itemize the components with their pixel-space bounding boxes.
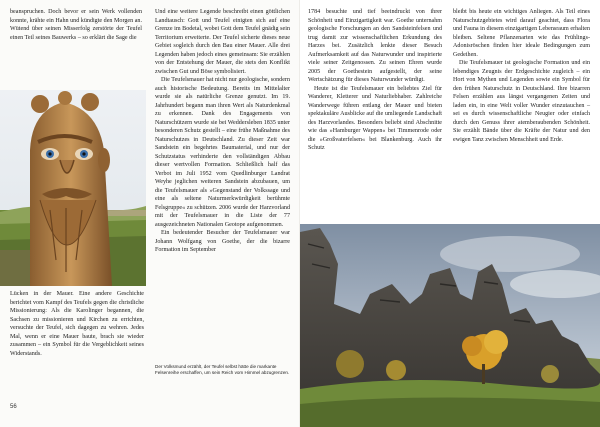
page-number: 56: [10, 404, 17, 410]
paragraph: 1784 besuchte und tief beeindruckt von ihrer Schönheit und Einzigartigkeit war. Goethe unternahm geologische Forschungen an den Sandsteinfelsen und trug damit zur wissenschaftlichen Erkundung des Harzes bei. Zusätzlich lenkte dieser Besuch Aufmerksamkeit auf das Naturwunder und inspirierte viele seiner Zeitgenossen. Zu seinen Ehren wurde 2005 der Goethestein aufgestellt, der seine Wertschätzung für dieses Naturwunder würdigt.: [308, 9, 442, 83]
column-1-bottom: [10, 290, 144, 358]
paragraph: Heute ist die Teufelsmauer ein beliebtes Ziel für Wanderer, Kletterer und Naturliebhaber. Zahlreiche Wanderwege führen entlang der Mauer und bieten spektakuläre Ausblicke auf die umliegende Landschaft des Harzvorlandes. Besonders beliebt sind Abschnitte wie das »Hamburger Wappen« bei Timmenrode oder die »Großvaterfelsen« bei Blankenburg. Auch ihr Schutz: [308, 85, 442, 151]
devil-statue-photo: [0, 90, 146, 286]
paragraph: Ein bedeutender Besucher der Teufelsmauer war Johann Wolfgang von Goethe, der die bizarre Formation im September: [155, 230, 290, 253]
paragraph: Die Teufelsmauer hat nicht nur geologische, sondern auch historische Bedeutung. Bereits im Mittelalter wurde sie als natürliche Grenze genutzt. Im 19. Jahrhundert begann man ihren Wert als Naturdenkmal zu erkennen. Dank des Engagements von Naturschützern wurde sie bei Weddersleben 1835 unter besonderen Schutz gestellt – eine frühe Maßnahme des Naturschutzes in Deutschland. Zu dieser Zeit war Sandstein ein begehrtes Baumaterial, und nur der Schutzstatus verhinderte den vollständigen Abbau dieser wertvollen Formation. Schließlich half das Verbot im Juli 1952 vom Quedlinburger Landrat Weyhe jeglichen weiteren Sandstein abzubauen, um die Teufelsmauer als »Gegenstand der Volkssage und eine als seltene Naturmerkwürdigkeit berühmte Felsgruppe« zu schützen. 2006 wurde der Harzvorland mit der Teufelsmauer in die Liste der 77 ausgezeichneten Nationalen Geotope aufgenommen.: [155, 77, 290, 228]
devil-statue-image: [0, 90, 146, 286]
teufelsmauer-photo: [300, 224, 600, 427]
rock-formation-image: [300, 224, 600, 427]
column-3: [308, 8, 442, 153]
paragraph: beanspruchen. Doch bevor er sein Werk vollenden konnte, krähte ein Hahn und kündigte den Morgen an. Wütend über seinen Misserfolg zerstörte der Teufel einen Teil seines Bauwerks – so erklärt die Sage die: [10, 9, 142, 41]
paragraph: Und eine weitere Legende beschreibt einen göttlichen Landtausch: Gott und Teufel einigten sich auf eine Grenze im Bodetal, wobei Gott dem Teufel gnädig sein Territorium erweiterte. Der Teufel sicherte dieses neue Gebiet sogleich durch den Bau einer Mauer. Alle drei Legenden haben jedoch eines gemeinsam: Sie erzählen von der Entstehung der Mauer, die stets den Konflikt zwischen Gut und Böse symbolisiert.: [155, 9, 290, 75]
column-2: [155, 8, 290, 255]
right-page: [300, 0, 600, 427]
column-1-top: [10, 8, 142, 42]
paragraph: bleibt bis heute ein wichtiges Anliegen. Als Teil eines Naturschutzgebietes wird darauf geachtet, dass Flora und Fauna in diesem einzigartigen Lebensraum erhalten bleiben. Seltene Pflanzenarten wie das Frühlings-Adonisröschen finden hier ideale Bedingungen zum Gedeihen.: [453, 9, 590, 58]
paragraph: Lücken in der Mauer. Eine andere Geschichte berichtet vom Kampf des Teufels gegen die christliche Missionierung: Als die Karolinger begannen, die Sachsen zu missionieren und Kirchen zu errichten, versuchte der Teufel, sich dagegen zu wehren. Jedes Mal, wenn er eine Mauer baute, brach sie wieder zusammen – ein Symbol für die Vergeblichkeit seines Widerstands.: [10, 291, 144, 357]
paragraph: Die Teufelsmauer ist geologische Formation und ein lebendiges Zeugnis der Erdgeschichte zugleich – ein Hort von Mythen und Legenden sowie ein Symbol für den frühen Naturschutz in Deutschland. Ihre bizarren Felsen erzählen aus längst vergangenen Zeiten und laden ein, in eine Welt voller Wunder einzutauchen – sei es durch wissenschaftliche Neugier oder einfach durch den Genuss ihrer atemberaubenden Schönheit. Sie erzählt Bände über die Kräfte der Natur und den ewigen Tanz zwischen Menschheit und Erde.: [453, 60, 590, 143]
column-4: [453, 8, 590, 144]
photo-caption: Der Volksmund erzählt, der Teufel selbst hätte die markante Felsenreihe erschaffen, um sein Reich vom Himmel abzugrenzen.: [155, 364, 290, 375]
